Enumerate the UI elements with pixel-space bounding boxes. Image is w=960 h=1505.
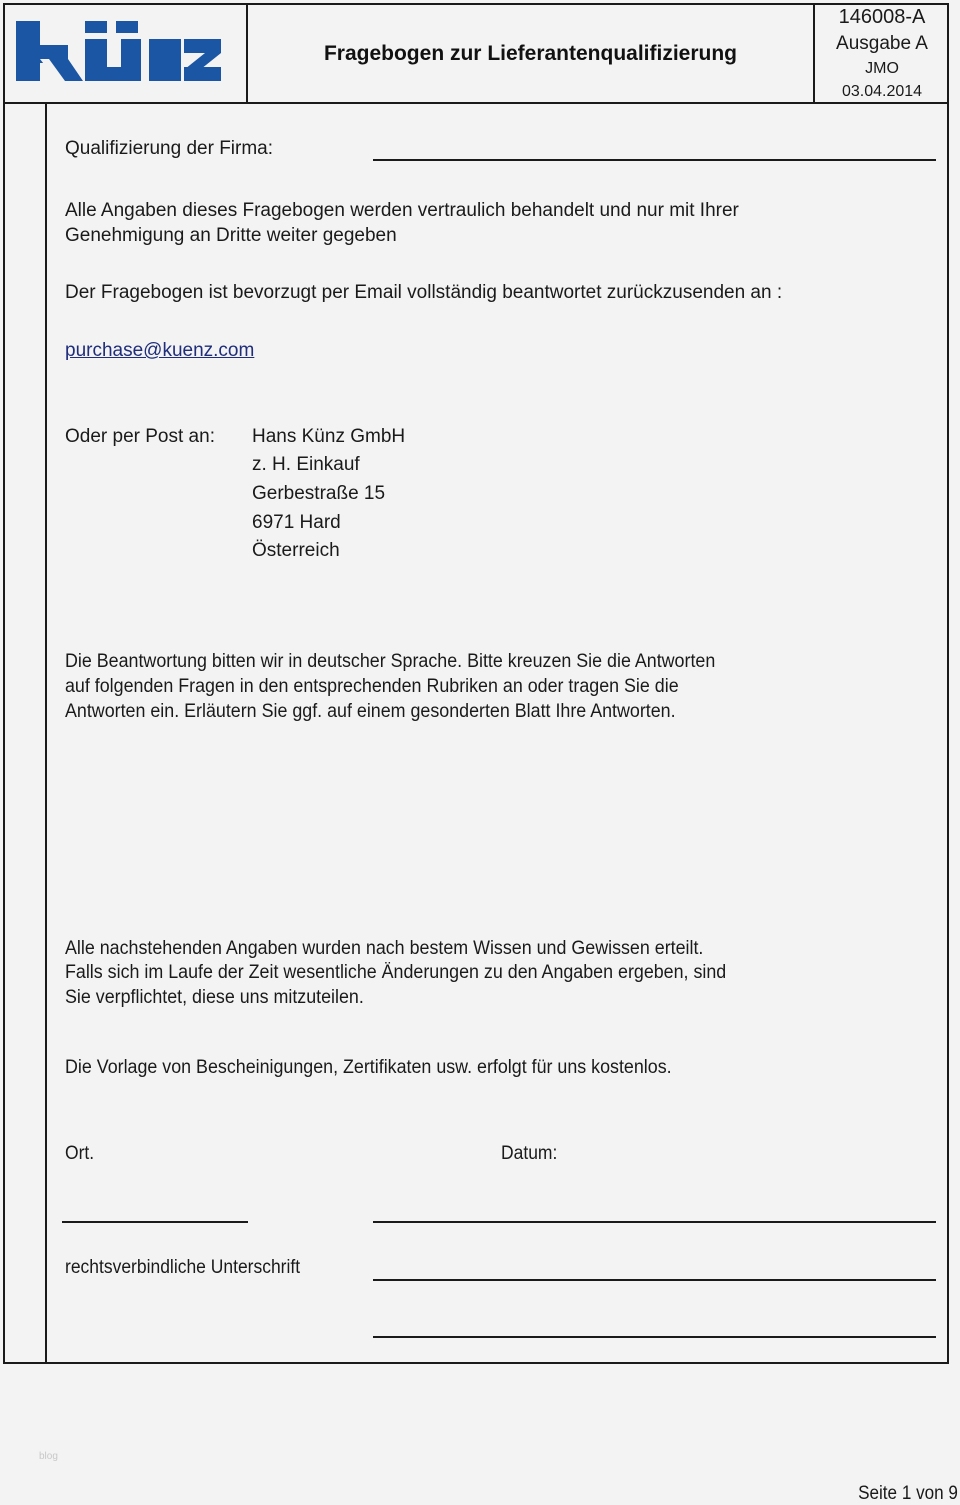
address-line: Österreich	[252, 540, 340, 561]
language-line-2: auf folgenden Fragen in den entsprechenden Rubriken an oder tragen Sie die	[65, 676, 679, 697]
date-input-line[interactable]	[373, 1221, 936, 1223]
certificates-line: Die Vorlage von Bescheinigungen, Zertifikaten usw. erfolgt für uns kostenlos.	[65, 1057, 672, 1078]
page-indicator: Seite 1 von 9	[858, 1483, 958, 1504]
date-label: Datum:	[501, 1143, 558, 1164]
address-line: z. H. Einkauf	[252, 454, 360, 475]
document-number: 146008-A	[838, 6, 926, 28]
place-input-line[interactable]	[62, 1221, 248, 1223]
kuenz-logo	[13, 15, 223, 87]
language-line-1: Die Beantwortung bitten wir in deutscher Sprache. Bitte kreuzen Sie die Antworten	[65, 651, 716, 672]
language-line-3: Antworten ein. Erläutern Sie ggf. auf einem gesonderten Blatt Ihre Antworten.	[65, 701, 676, 722]
confidential-line-2: Genehmigung an Dritte weiter gegeben	[65, 225, 397, 246]
signature-input-line-1[interactable]	[373, 1279, 936, 1281]
declaration-line-2: Falls sich im Laufe der Zeit wesentliche Änderungen zu den Angaben ergeben, sind	[65, 962, 727, 983]
email-link[interactable]: purchase@kuenz.com	[65, 340, 255, 361]
document-edition: Ausgabe A	[836, 33, 928, 54]
logo-cell	[3, 3, 248, 102]
declaration-line-1: Alle nachstehenden Angaben wurden nach bestem Wissen und Gewissen erteilt.	[65, 938, 704, 959]
signature-label: rechtsverbindliche Unterschrift	[65, 1257, 301, 1278]
declaration-line-3: Sie verpflichtet, diese uns mitzuteilen.	[65, 987, 364, 1008]
margin-line	[45, 103, 47, 1364]
firma-input-line[interactable]	[373, 159, 936, 161]
address-line: Hans Künz GmbH	[252, 426, 406, 447]
address-line: Gerbestraße 15	[252, 483, 386, 504]
document-title: Fragebogen zur Lieferantenqualifizierung	[323, 41, 738, 65]
firma-label: Qualifizierung der Firma:	[65, 138, 274, 159]
document-header	[3, 3, 949, 104]
email-instruction: Der Fragebogen ist bevorzugt per Email vollständig beantwortet zurückzusenden an :	[65, 282, 783, 303]
post-label: Oder per Post an:	[65, 426, 215, 447]
signature-input-line-2[interactable]	[373, 1336, 936, 1338]
document-author: JMO	[865, 60, 899, 77]
document-date: 03.04.2014	[841, 83, 923, 100]
address-line: 6971 Hard	[252, 512, 341, 533]
confidential-line-1: Alle Angaben dieses Fragebogen werden vertraulich behandelt und nur mit Ihrer	[65, 200, 739, 221]
place-label: Ort.	[65, 1143, 95, 1164]
watermark: blog	[39, 1451, 58, 1462]
document-meta	[815, 3, 949, 102]
title-cell	[248, 3, 815, 102]
